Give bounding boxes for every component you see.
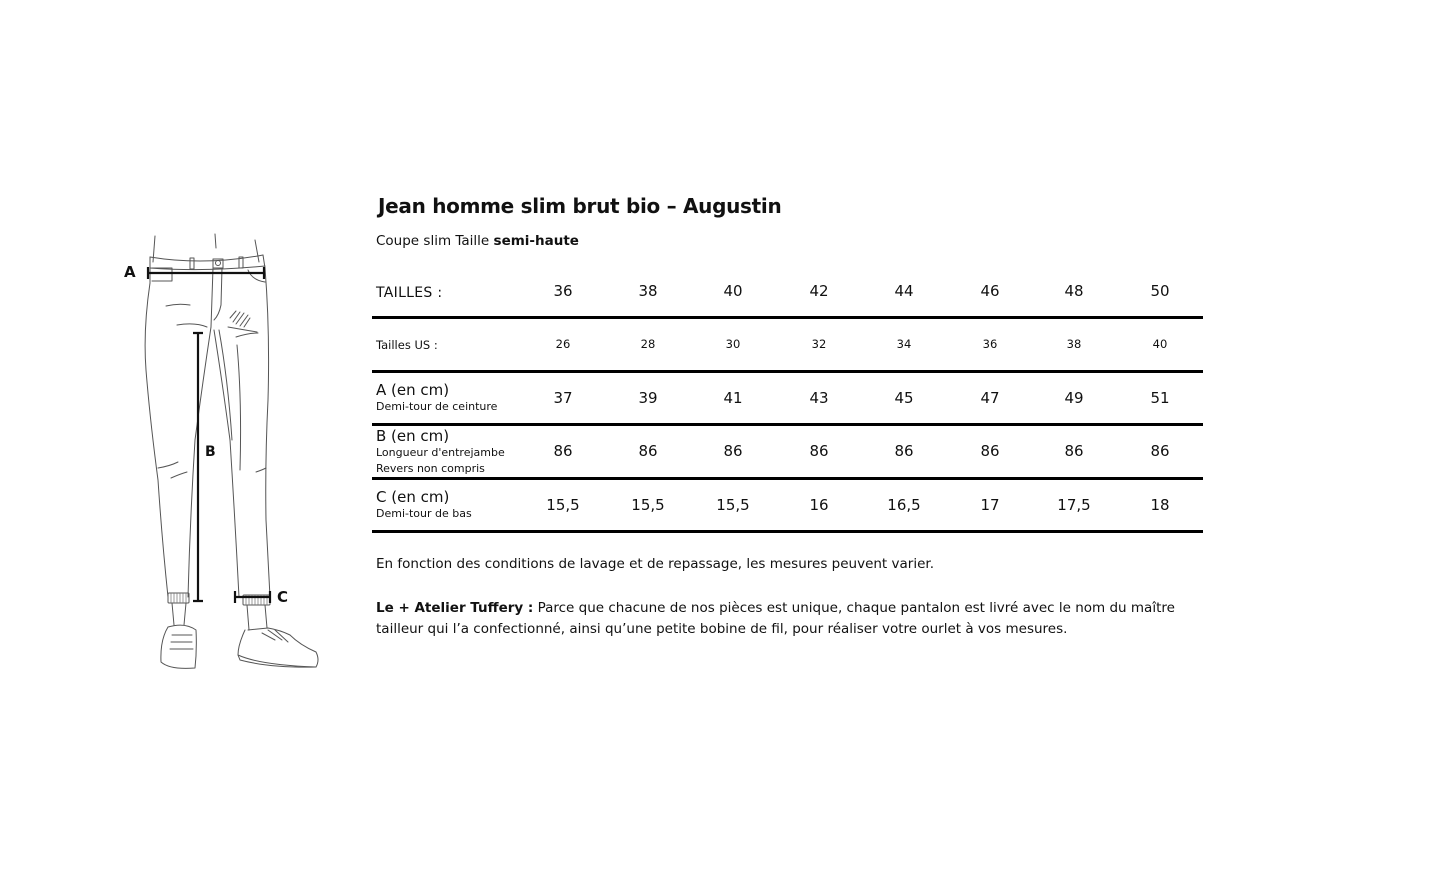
- us-size-cell: 26: [555, 337, 571, 351]
- us-sizes-label: Tailles US :: [376, 337, 438, 352]
- marker-c: C: [277, 588, 289, 606]
- measure-cell: 17: [980, 496, 1000, 514]
- measure-b-label: B (en cm): [376, 426, 450, 445]
- table-row-measure-b: [372, 426, 1203, 477]
- measure-c-line: [235, 591, 270, 603]
- measure-cell: 17,5: [1057, 496, 1091, 514]
- measure-c-label: C (en cm): [376, 488, 450, 506]
- marker-a: A: [124, 263, 136, 281]
- measure-cell: 49: [1064, 389, 1084, 407]
- measure-cell: 86: [980, 442, 1000, 460]
- table-header-row: [372, 270, 1203, 316]
- jeans-illustration: [115, 225, 335, 680]
- us-size-cell: 32: [811, 337, 827, 351]
- us-size-cell: 40: [1152, 337, 1168, 351]
- size-cell: 40: [723, 282, 743, 300]
- fit-prefix: Coupe slim Taille: [376, 233, 494, 249]
- us-size-cell: 28: [640, 337, 656, 351]
- size-cell: 36: [553, 282, 573, 300]
- size-cell: 50: [1150, 282, 1170, 300]
- measure-cell: 86: [809, 442, 829, 460]
- measure-c-description: Demi-tour de bas: [376, 507, 472, 520]
- us-size-cell: 38: [1066, 337, 1082, 351]
- size-cell: 42: [809, 282, 829, 300]
- size-table: [372, 270, 1203, 533]
- atelier-note-heading: Le + Atelier Tuffery :: [376, 600, 534, 616]
- size-cell: 48: [1064, 282, 1084, 300]
- measure-b-line: [193, 333, 203, 601]
- fit-waist-height: semi-haute: [493, 233, 579, 249]
- measure-cell: 18: [1150, 496, 1170, 514]
- us-size-cell: 30: [725, 337, 741, 351]
- measure-cell: 86: [894, 442, 914, 460]
- measure-cell: 45: [894, 389, 914, 407]
- measure-cell: 41: [723, 389, 743, 407]
- measure-cell: 86: [1150, 442, 1170, 460]
- atelier-note: [376, 598, 1186, 640]
- measure-cell: 86: [723, 442, 743, 460]
- measure-cell: 43: [809, 389, 829, 407]
- measure-cell: 37: [553, 389, 573, 407]
- measure-cell: 16: [809, 496, 829, 514]
- sizes-label: TAILLES :: [376, 285, 443, 301]
- measure-cell: 86: [553, 442, 573, 460]
- measurement-variation-note: En fonction des conditions de lavage et de repassage, les mesures peuvent varier.: [376, 556, 934, 572]
- measure-cell: 86: [638, 442, 658, 460]
- table-row-us-sizes: [372, 319, 1203, 370]
- table-divider: [372, 530, 1203, 533]
- measure-a-description: Demi-tour de ceinture: [376, 400, 498, 413]
- size-cell: 38: [638, 282, 658, 300]
- measure-cell: 51: [1150, 389, 1170, 407]
- measure-b-description: Longueur d'entrejambe: [376, 445, 505, 459]
- measure-cell: 15,5: [546, 496, 580, 514]
- page-title: Jean homme slim brut bio – Augustin: [378, 194, 782, 218]
- measure-cell: 47: [980, 389, 1000, 407]
- marker-b: B: [205, 444, 216, 460]
- size-cell: 44: [894, 282, 914, 300]
- measure-cell: 15,5: [716, 496, 750, 514]
- measure-a-line: [148, 267, 264, 279]
- measure-a-label: A (en cm): [376, 381, 450, 399]
- atelier-note-text: Parce que chacune de nos pièces est unique, chaque pantalon est livré avec le nom du maître tailleur qui l’a confectionné, ainsi qu’une petite bobine de fil, pour réaliser votre ourlet à vos mesures.: [376, 600, 1175, 637]
- us-size-cell: 34: [896, 337, 912, 351]
- size-cell: 46: [980, 282, 1000, 300]
- us-size-cell: 36: [982, 337, 998, 351]
- fit-description: [376, 233, 579, 249]
- measure-b-note: Revers non compris: [376, 461, 485, 475]
- measure-cell: 86: [1064, 442, 1084, 460]
- table-row-measure-a: [372, 373, 1203, 423]
- measure-cell: 16,5: [887, 496, 921, 514]
- measure-cell: 39: [638, 389, 658, 407]
- measure-cell: 15,5: [631, 496, 665, 514]
- table-row-measure-c: [372, 480, 1203, 530]
